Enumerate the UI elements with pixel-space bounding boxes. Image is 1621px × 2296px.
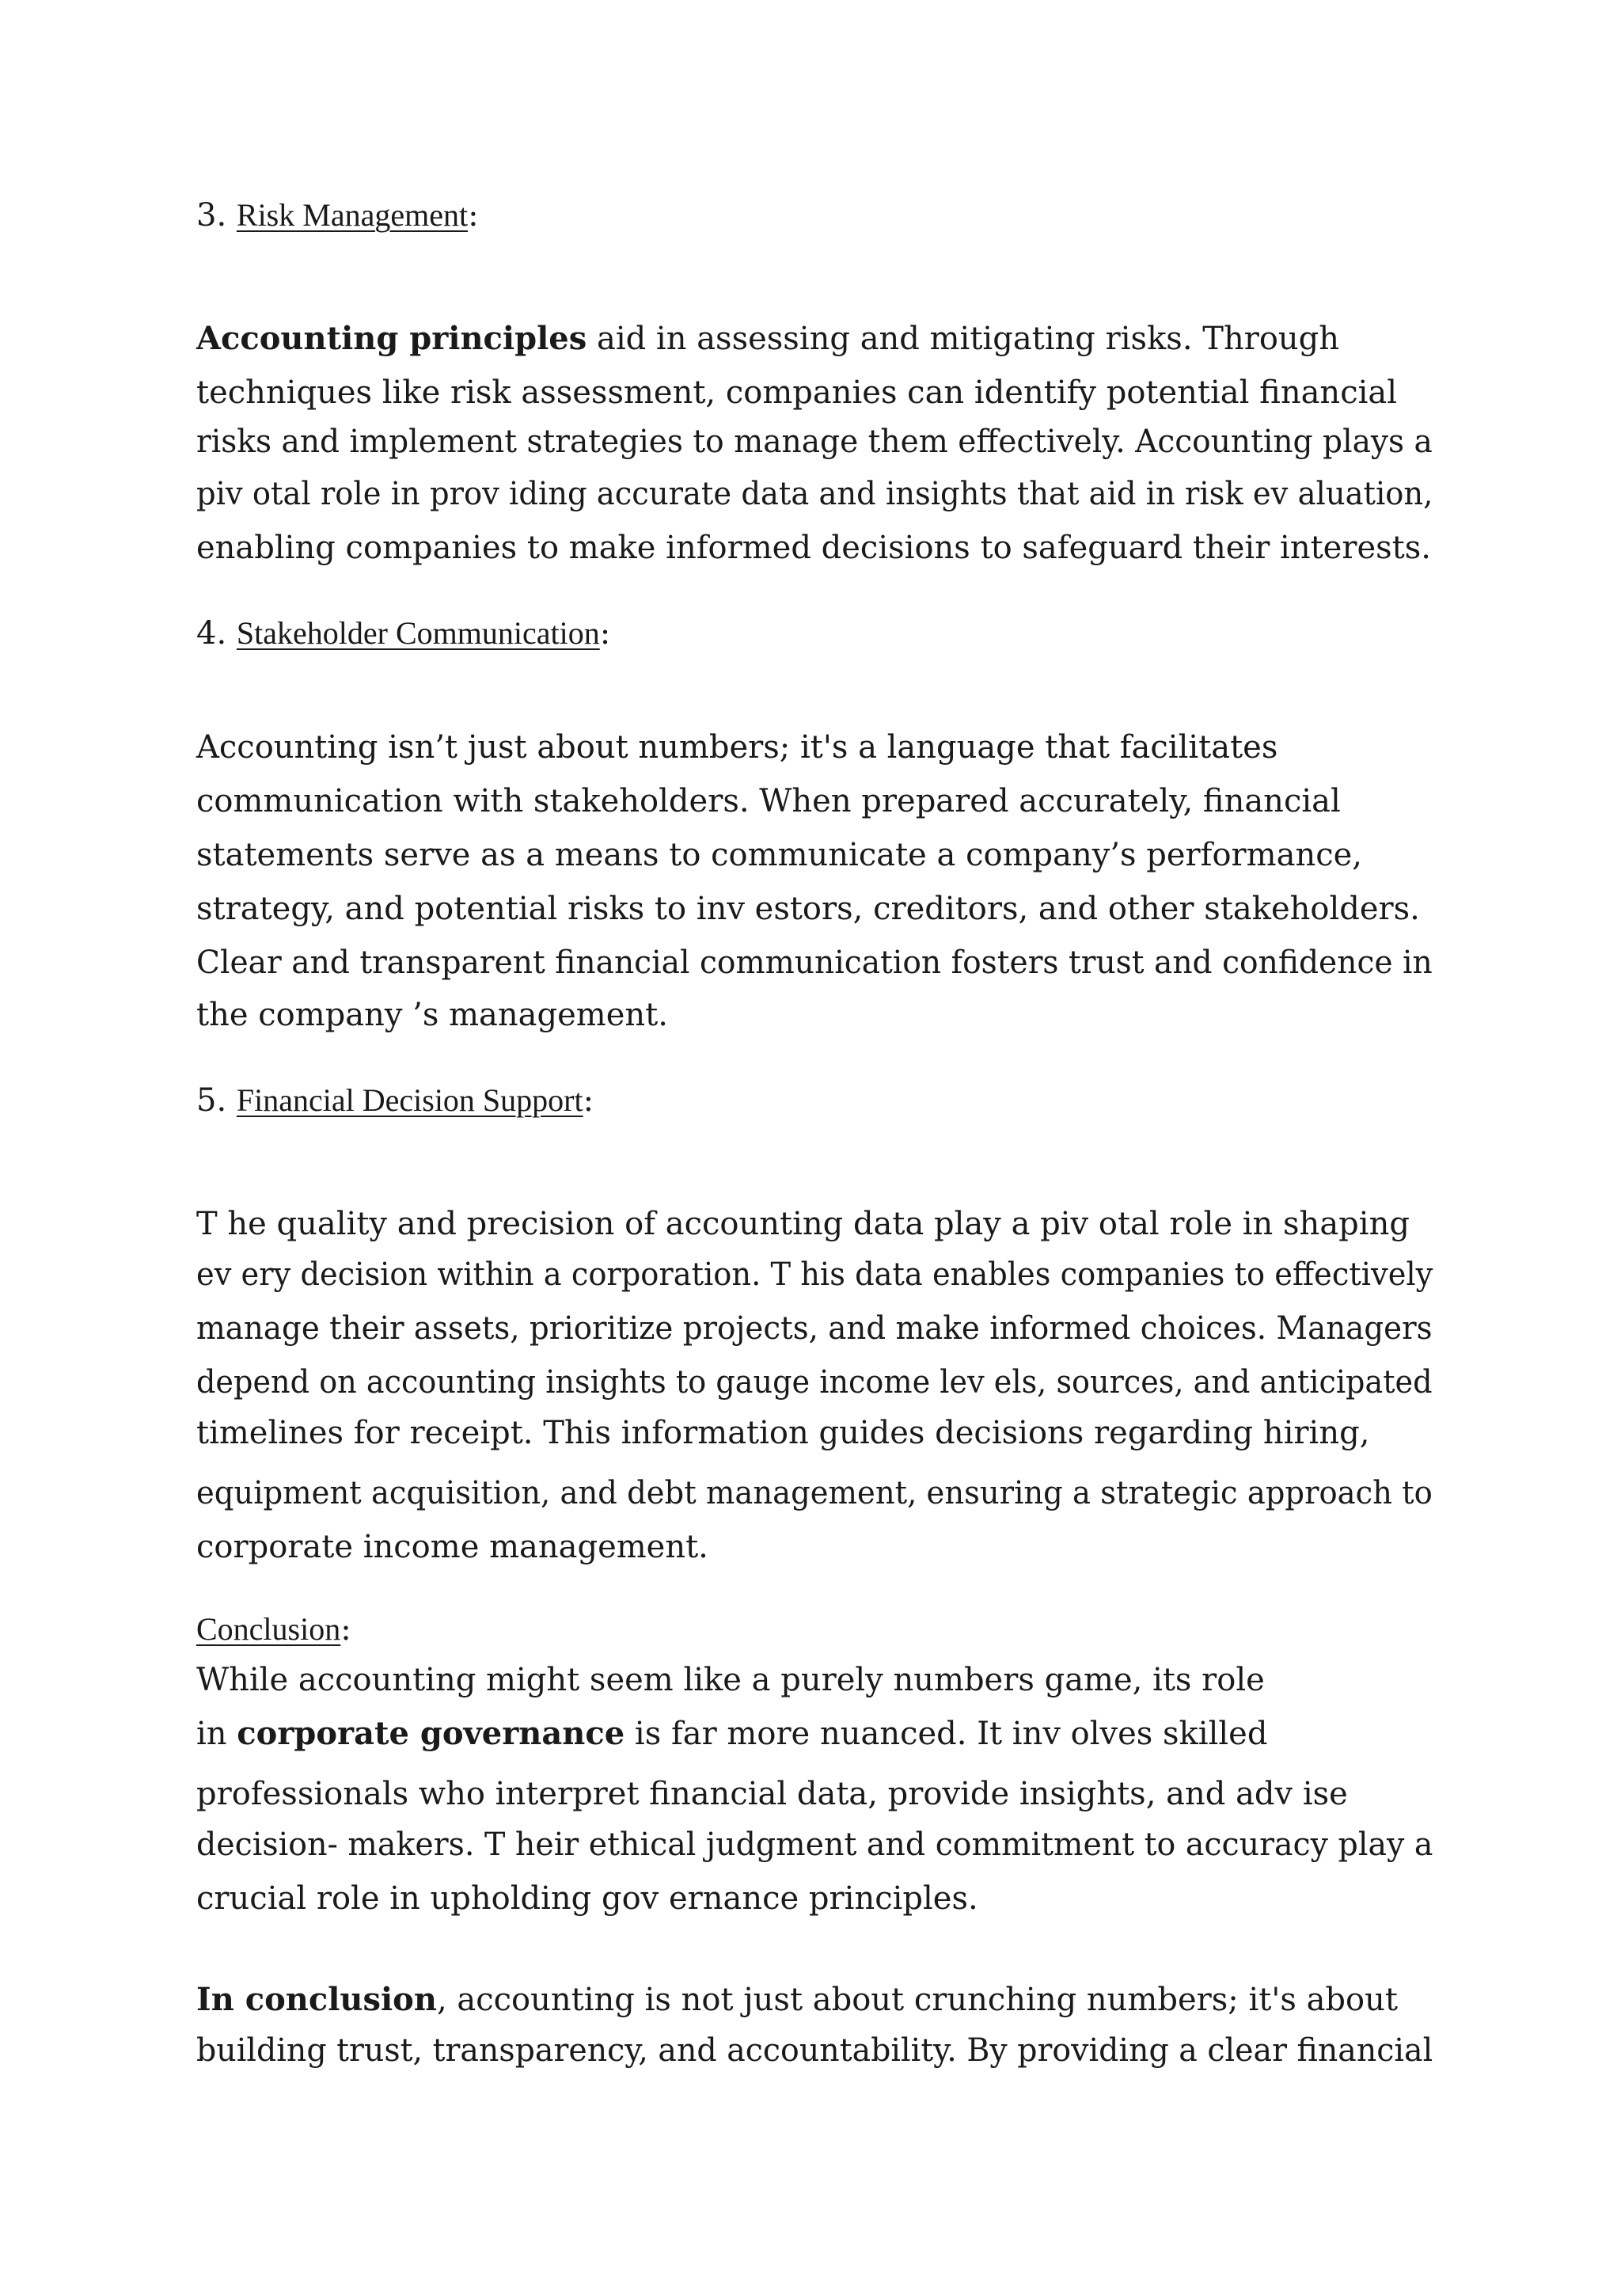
paragraph-line: ev ery decision within a corporation. T his data enables companies to effectively: [196, 1256, 1433, 1293]
paragraph-line: crucial role in upholding gov ernance principles.: [196, 1880, 978, 1917]
paragraph-line: [196, 320, 1339, 358]
paragraph-line: corporate income management.: [196, 1529, 708, 1565]
paragraph-line: enabling companies to make informed decisions to safeguard their interests.: [196, 530, 1431, 566]
line-text: , accounting is not just about crunching numbers; it's about: [436, 1982, 1398, 2018]
section-heading-risk-management: [196, 196, 1447, 234]
paragraph-line: While accounting might seem like a purely numbers game, its role: [196, 1662, 1265, 1698]
bold-term: corporate governance: [237, 1715, 625, 1752]
section-heading-conclusion: [196, 1610, 1447, 1648]
paragraph-line: [196, 1715, 1267, 1753]
paragraph-line: Clear and transparent financial communication fosters trust and confidence in: [196, 945, 1433, 981]
section-title: Risk Management: [236, 197, 469, 233]
section-title: Financial Decision Support: [236, 1082, 583, 1118]
paragraph-line: [196, 1981, 1398, 2019]
section-colon: :: [468, 197, 479, 234]
paragraph-line: statements serve as a means to communicate a company’s performance,: [196, 837, 1363, 873]
paragraph-line: depend on accounting insights to gauge income lev els, sources, and anticipated: [196, 1364, 1433, 1401]
section-number: 3.: [196, 197, 237, 234]
paragraph-line: building trust, transparency, and accountability. By providing a clear financial: [196, 2032, 1433, 2069]
paragraph-line: techniques like risk assessment, companies can identify potential financial: [196, 374, 1398, 411]
line-text: aid in assessing and mitigating risks. Through: [587, 321, 1340, 357]
paragraph-line: T he quality and precision of accounting data play a piv otal role in shaping: [196, 1206, 1410, 1242]
section-number: 5.: [196, 1082, 237, 1119]
section-title: Conclusion: [196, 1611, 341, 1647]
line-text: in: [196, 1716, 237, 1752]
section-number: 4.: [196, 615, 237, 652]
section-colon: :: [340, 1611, 351, 1648]
bold-term: Accounting principles: [196, 320, 587, 357]
paragraph-line: strategy, and potential risks to inv estors, creditors, and other stakeholders.: [196, 891, 1420, 927]
paragraph-line: equipment acquisition, and debt management, ensuring a strategic approach to: [196, 1475, 1433, 1511]
line-text: is far more nuanced. It inv olves skilled: [624, 1716, 1268, 1752]
section-heading-financial-decision-support: [196, 1081, 1447, 1119]
paragraph-line: manage their assets, prioritize projects, and make informed choices. Managers: [196, 1310, 1433, 1347]
paragraph-line: professionals who interpret financial data, provide insights, and adv ise: [196, 1776, 1348, 1812]
paragraph-line: communication with stakeholders. When prepared accurately, financial: [196, 783, 1341, 819]
paragraph-line: timelines for receipt. This information guides decisions regarding hiring,: [196, 1415, 1370, 1451]
paragraph-line: the company ’s management.: [196, 997, 668, 1033]
section-title: Stakeholder Communication: [236, 615, 600, 651]
paragraph-line: risks and implement strategies to manage them effectively. Accounting plays a: [196, 424, 1433, 460]
paragraph-line: Accounting isn’t just about numbers; it's a language that facilitates: [196, 729, 1278, 766]
paragraph-line: piv otal role in prov iding accurate data and insights that aid in risk ev aluation,: [196, 476, 1433, 512]
paragraph-line: decision- makers. T heir ethical judgment and commitment to accuracy play a: [196, 1827, 1433, 1863]
section-colon: :: [599, 615, 611, 652]
section-colon: :: [583, 1082, 594, 1119]
bold-term: In conclusion: [196, 1981, 437, 2018]
section-heading-stakeholder-communication: [196, 614, 1447, 652]
